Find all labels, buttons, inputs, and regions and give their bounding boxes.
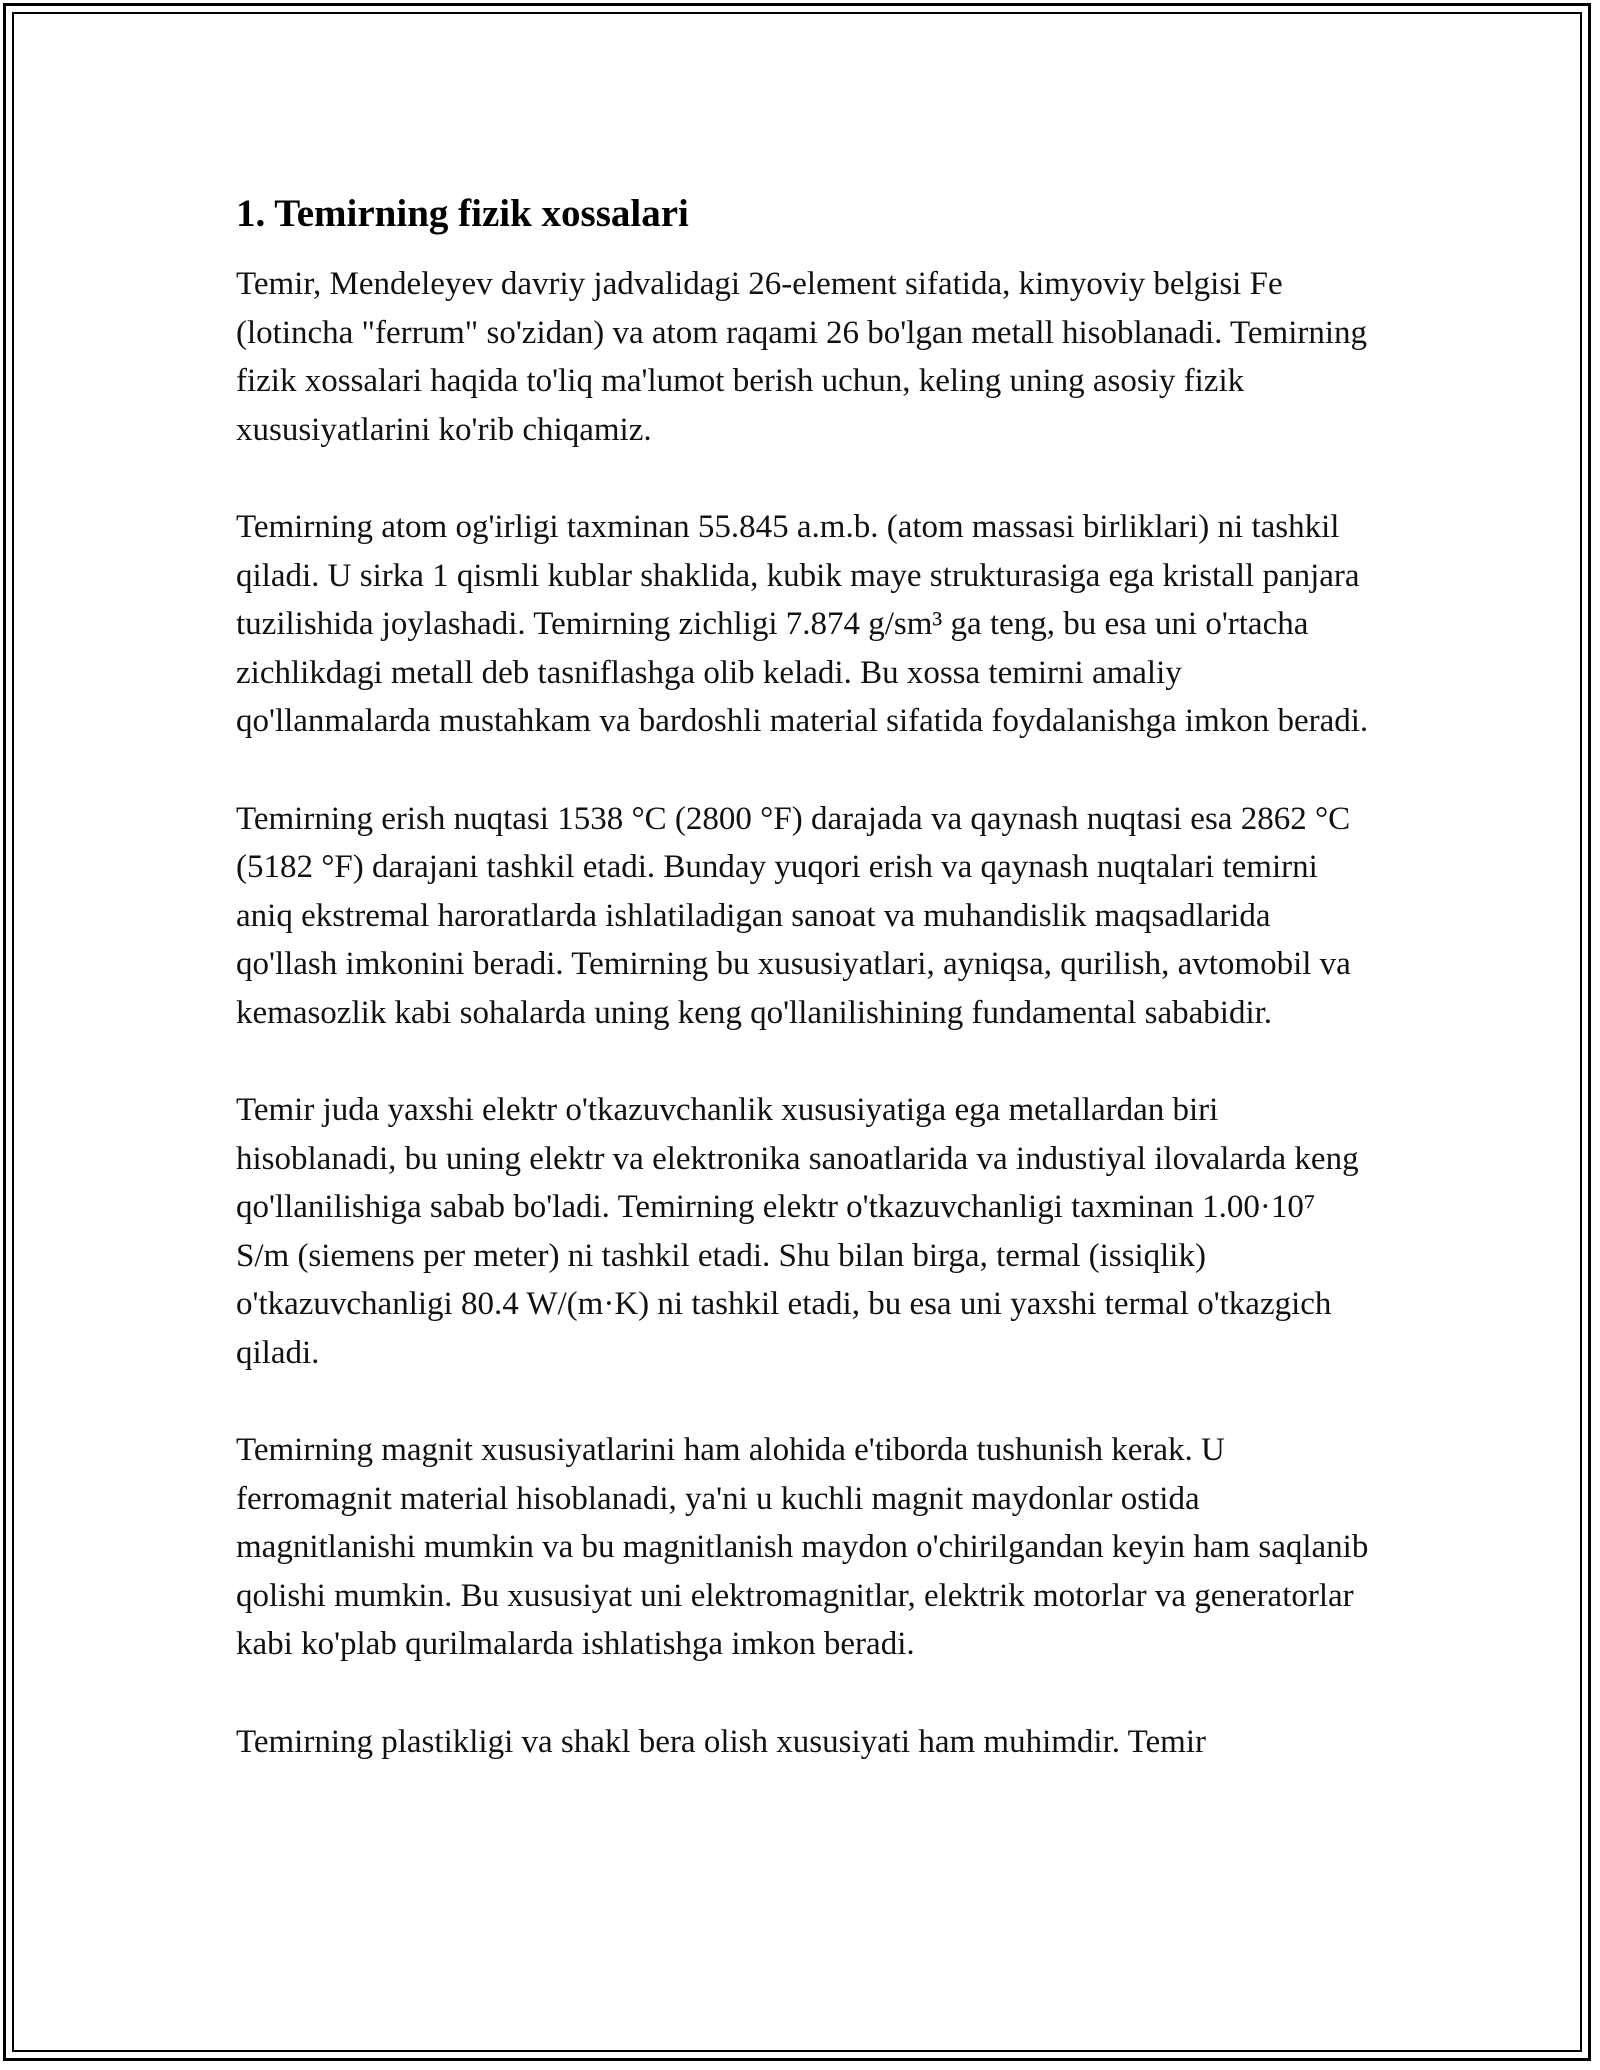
paragraph-magnetic-properties: Temirning magnit xususiyatlarini ham alohida e'tiborda tushunish kerak. U ferromagnit material hisoblanadi, ya'ni u kuchli magnit maydonlar ostida magnitlanishi mumkin va bu magnitlanish maydon o'chirilgandan keyin ham saqlanib qolishi mumkin. Bu xususiyat uni elektromagnitlar, elektrik motorlar va generatorlar kabi ko'plab qurilmalarda ishlatishga imkon beradi. [236,1432,1369,1662]
paragraph-intro: Temir, Mendeleyev davriy jadvalidagi 26-element sifatida, kimyoviy belgisi Fe (lotincha "ferrum" so'zidan) va atom raqami 26 bo'lgan metall hisoblanadi. Temirning fizik xossalari haqida to'liq ma'lumot berish uchun, keling uning asosiy fizik xususiyatlarini ko'rib chiqamiz. [236,266,1368,448]
document-body [236,186,1376,1815]
paragraph-melting-boiling-point: Temirning erish nuqtasi 1538 °C (2800 °F) darajada va qaynash nuqtasi esa 2862 °C (5182 °F) darajani tashkil etadi. Bunday yuqori erish va qaynash nuqtalari temirni aniq ekstremal haroratlarda ishlatiladigan sanoat va muhandislik maqsadlarida qo'llash imkonini beradi. Temirning bu xususiyatlari, ayniqsa, qurilish, avtomobil va kemasozlik kabi sohalarda uning keng qo'llanilishining fundamental sababidir. [236,800,1351,1031]
paragraph-conductivity: Temir juda yaxshi elektr o'tkazuvchanlik xususiyatiga ega metallardan biri hisoblanadi, bu uning elektr va elektronika sanoatlarida va industiyal ilovalarda keng qo'llanilishiga sabab bo'ladi. Temirning elektr o'tkazuvchanligi taxminan 1.00·10⁷ S/m (siemens per meter) ni tashkil etadi. Shu bilan birga, termal (issiqlik) o'tkazuvchanligi 80.4 W/(m·K) ni tashkil etadi, bu esa uni yaxshi termal o'tkazgich qiladi. [236,1092,1359,1371]
section-title: 1. Temirning fizik xossalari [236,192,689,235]
paragraph-atomic-weight-density: Temirning atom og'irligi taxminan 55.845 a.m.b. (atom massasi birliklari) ni tashkil qiladi. U sirka 1 qismli kublar shaklida, kubik maye strukturasiga ega kristall panjara tuzilishida joylashadi. Temirning zichligi 7.874 g/sm³ ga teng, bu esa uni o'rtacha zichlikdagi metall deb tasniflashga olib keladi. Bu xossa temirni amaliy qo'llanmalarda mustahkam va bardoshli material sifatida foydalanishga imkon beradi. [236,509,1369,739]
paragraph-plasticity: Temirning plastikligi va shakl bera olish xususiyati ham muhimdir. Temir [236,1723,1206,1760]
